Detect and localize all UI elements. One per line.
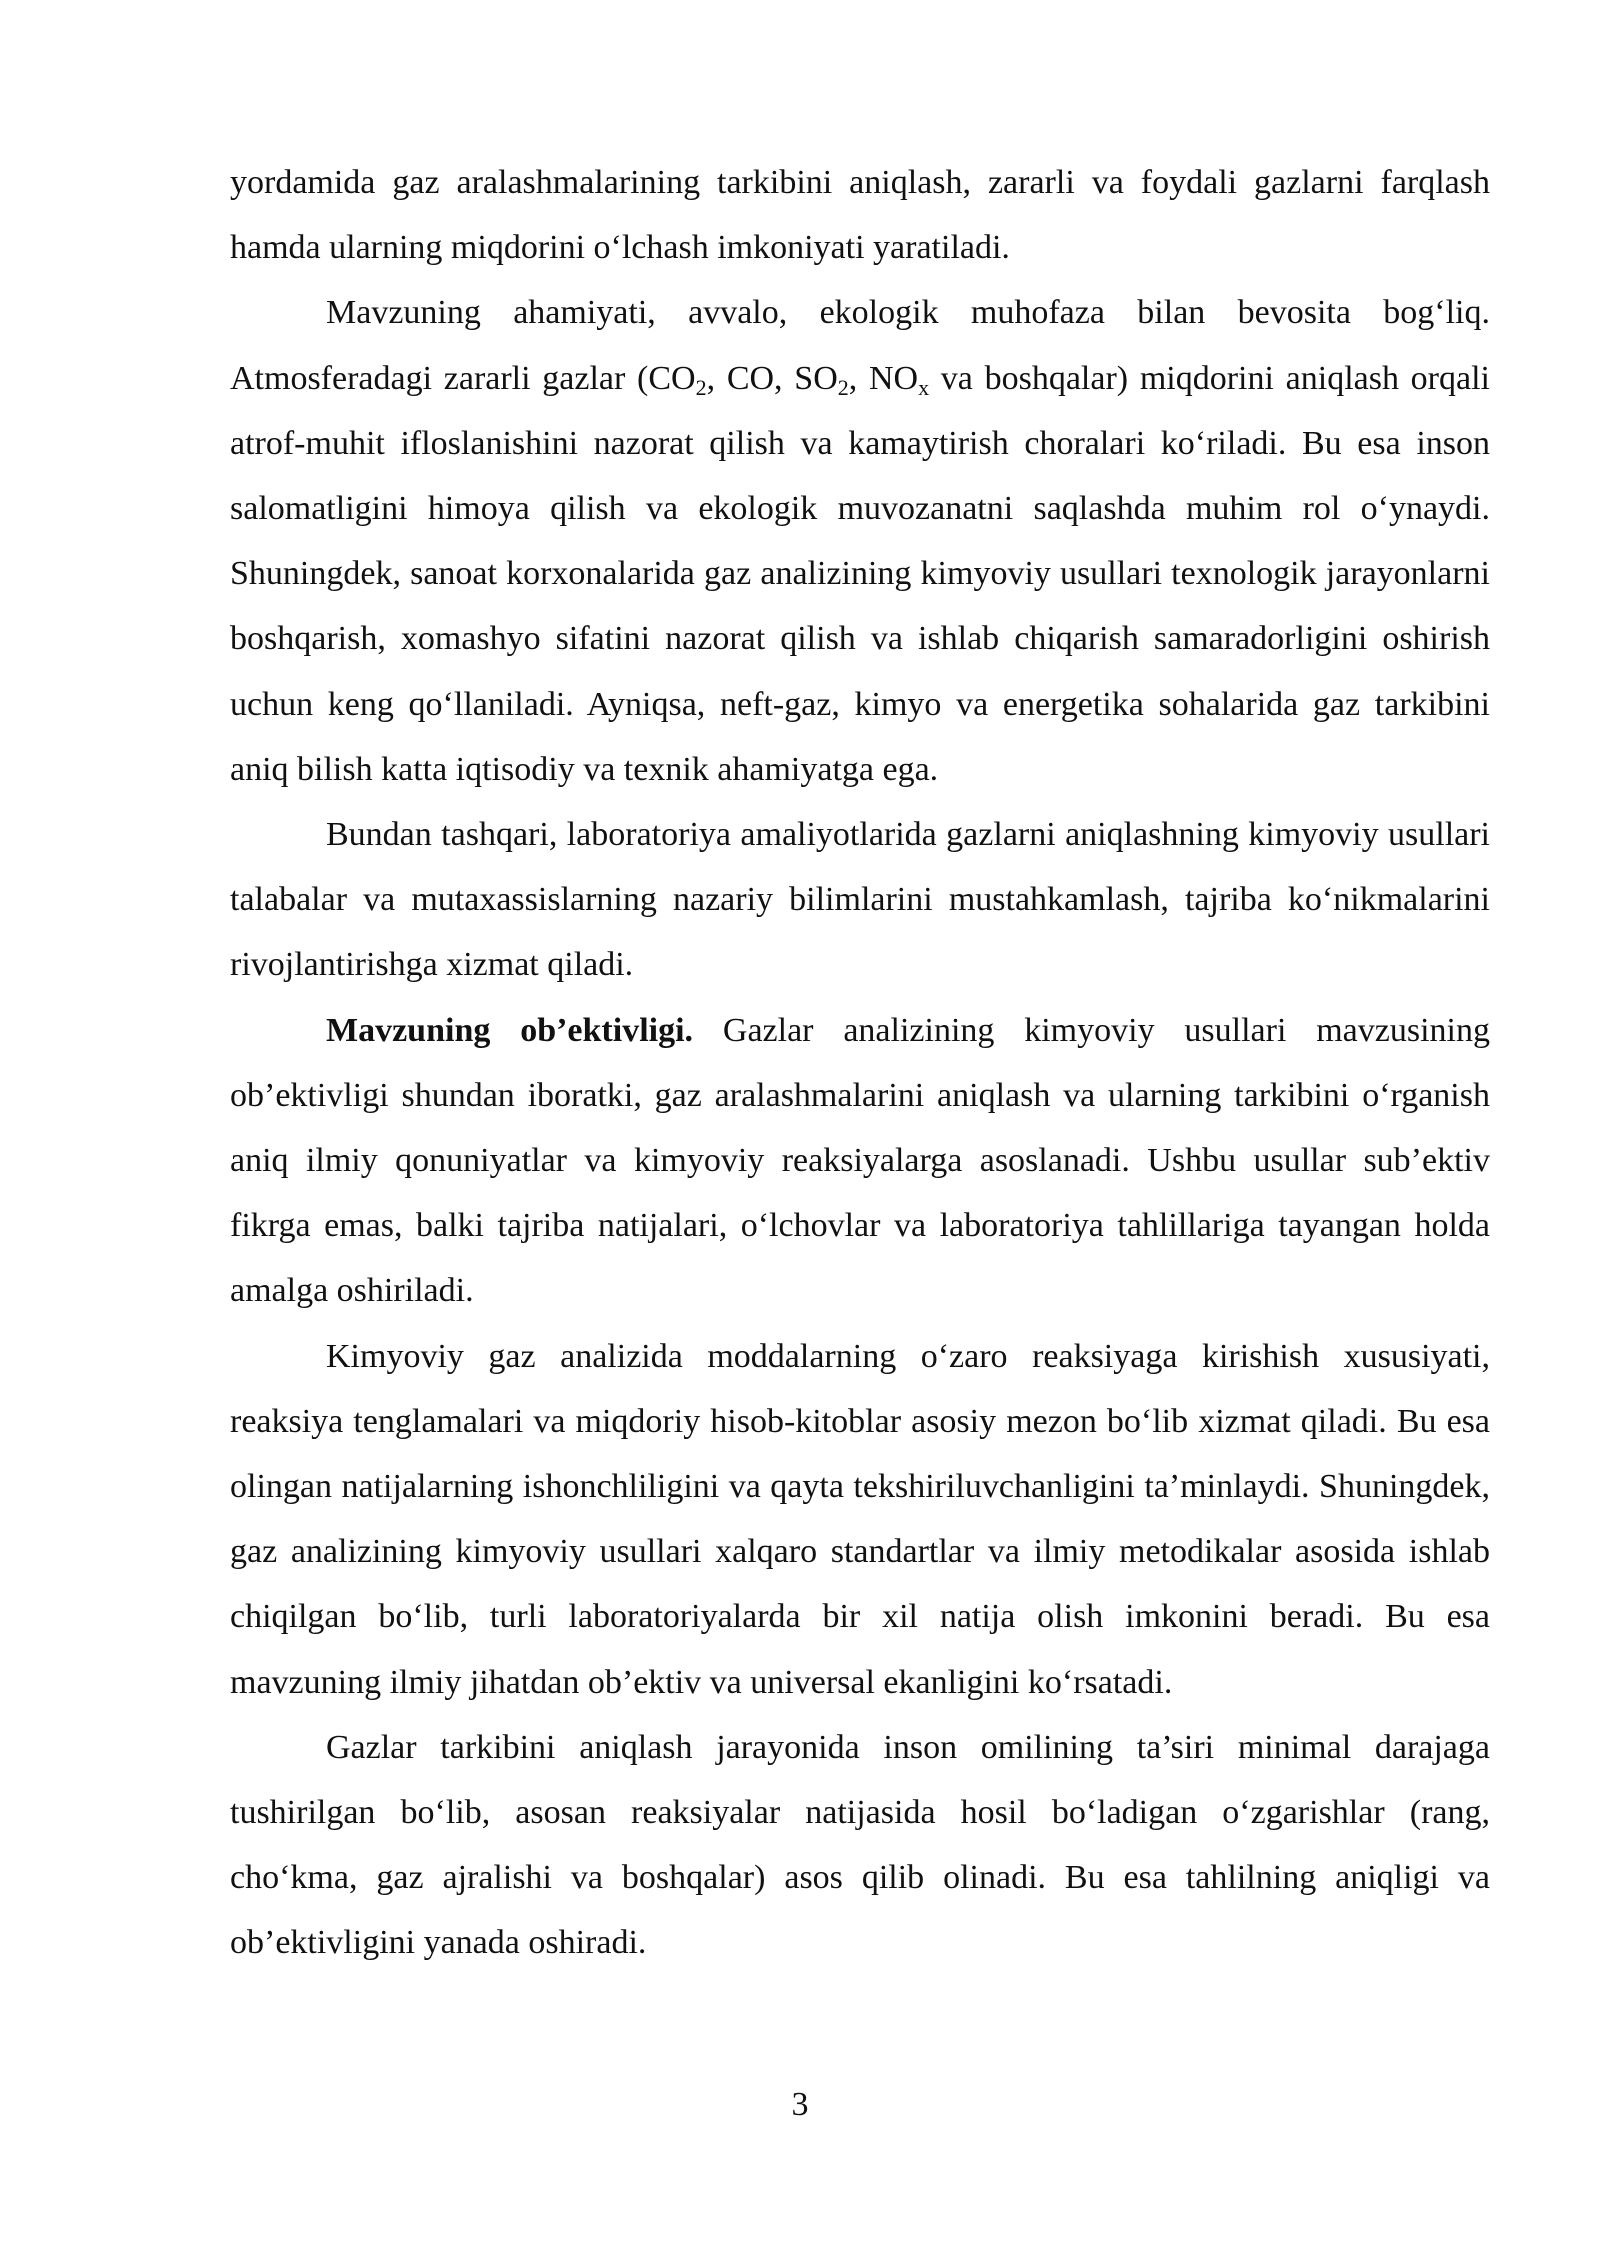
paragraph-1	[230, 150, 1490, 280]
paragraph-2-text-b: , CO, SO	[706, 359, 838, 397]
subscript-x: x	[918, 374, 930, 400]
paragraph-3	[230, 802, 1490, 998]
paragraph-4	[230, 998, 1490, 1324]
paragraph-5	[230, 1324, 1490, 1715]
page-number: 3	[791, 2086, 809, 2123]
body-text	[230, 150, 1490, 1976]
paragraph-5-text: Kimyoviy gaz analizida moddalarning o‘zaro reaksiyaga kirishish xususiyati, reaksiya tenglamalari va miqdoriy hisob-kitoblar asosiy mezon bo‘lib xizmat qiladi. Bu esa olingan natijalarning ishonchliligini va qayta tekshiriluvchanligini ta’minlaydi. Shuningdek, gaz analizining kimyoviy usullari xalqaro standartlar va ilmiy metodikalar asosida ishlab chiqilgan bo‘lib, turli laboratoriyalarda bir xil natija olish imkonini beradi. Bu esa mavzuning ilmiy jihatdan ob’ektiv va universal ekanligini ko‘rsatadi.	[230, 1337, 1490, 1701]
paragraph-6-text: Gazlar tarkibini aniqlash jarayonida inson omilining ta’siri minimal darajaga tushirilgan bo‘lib, asosan reaksiyalar natijasida hosil bo‘ladigan o‘zgarishlar (rang, cho‘kma, gaz ajralishi va boshqalar) asos qilib olinadi. Bu esa tahlilning aniqligi va ob’ektivligini yanada oshiradi.	[230, 1728, 1490, 1962]
paragraph-1-text: yordamida gaz aralashmalarining tarkibini aniqlash, zararli va foydali gazlarni farqlash hamda ularning miqdorini o‘lchash imkoniyati yaratiladi.	[230, 164, 1490, 267]
subscript-2: 2	[695, 374, 707, 400]
paragraph-6	[230, 1715, 1490, 1976]
paragraph-2	[230, 280, 1490, 802]
paragraph-4-text: Gazlar analizining kimyoviy usullari mavzusining ob’ektivligi shundan iboratki, gaz aralashmalarini aniqlash va ularning tarkibini o‘rganish aniq ilmiy qonuniyatlar va kimyoviy reaksiyalarga asoslanadi. Ushbu usullar sub’ektiv fikrga emas, balki tajriba natijalari, o‘lchovlar va laboratoriya tahlillariga tayangan holda amalga oshiriladi.	[230, 1011, 1490, 1310]
subscript-2: 2	[837, 374, 849, 400]
paragraph-2-text-c: , NO	[848, 359, 919, 397]
paragraph-2-text-a: Mavzuning ahamiyati, avvalo, ekologik muhofaza bilan bevosita bog‘liq. Atmosferadagi zararli gazlar (CO	[230, 294, 1490, 397]
paragraph-2-text-d: va boshqalar) miqdorini aniqlash orqali atrof-muhit ifloslanishini nazorat qilish va kamaytirish choralari ko‘riladi. Bu esa inson salomatligini himoya qilish va ekologik muvozanatni saqlashda muhim rol o‘ynaydi. Shuningdek, sanoat korxonalarida gaz analizining kimyoviy usullari texnologik jarayonlarni boshqarish, xomashyo sifatini nazorat qilish va ishlab chiqarish samaradorligini oshirish uchun keng qo‘llaniladi. Ayniqsa, neft-gaz, kimyo va energetika sohalarida gaz tarkibini aniq bilish katta iqtisodiy va texnik ahamiyatga ega.	[230, 359, 1490, 788]
section-heading: Mavzuning ob’ektivligi.	[326, 1011, 694, 1049]
paragraph-3-text: Bundan tashqari, laboratoriya amaliyotlarida gazlarni aniqlashning kimyoviy usullari talabalar va mutaxassislarning nazariy bilimlarini mustahkamlash, tajriba ko‘nikmalarini rivojlantirishga xizmat qiladi.	[230, 816, 1490, 984]
